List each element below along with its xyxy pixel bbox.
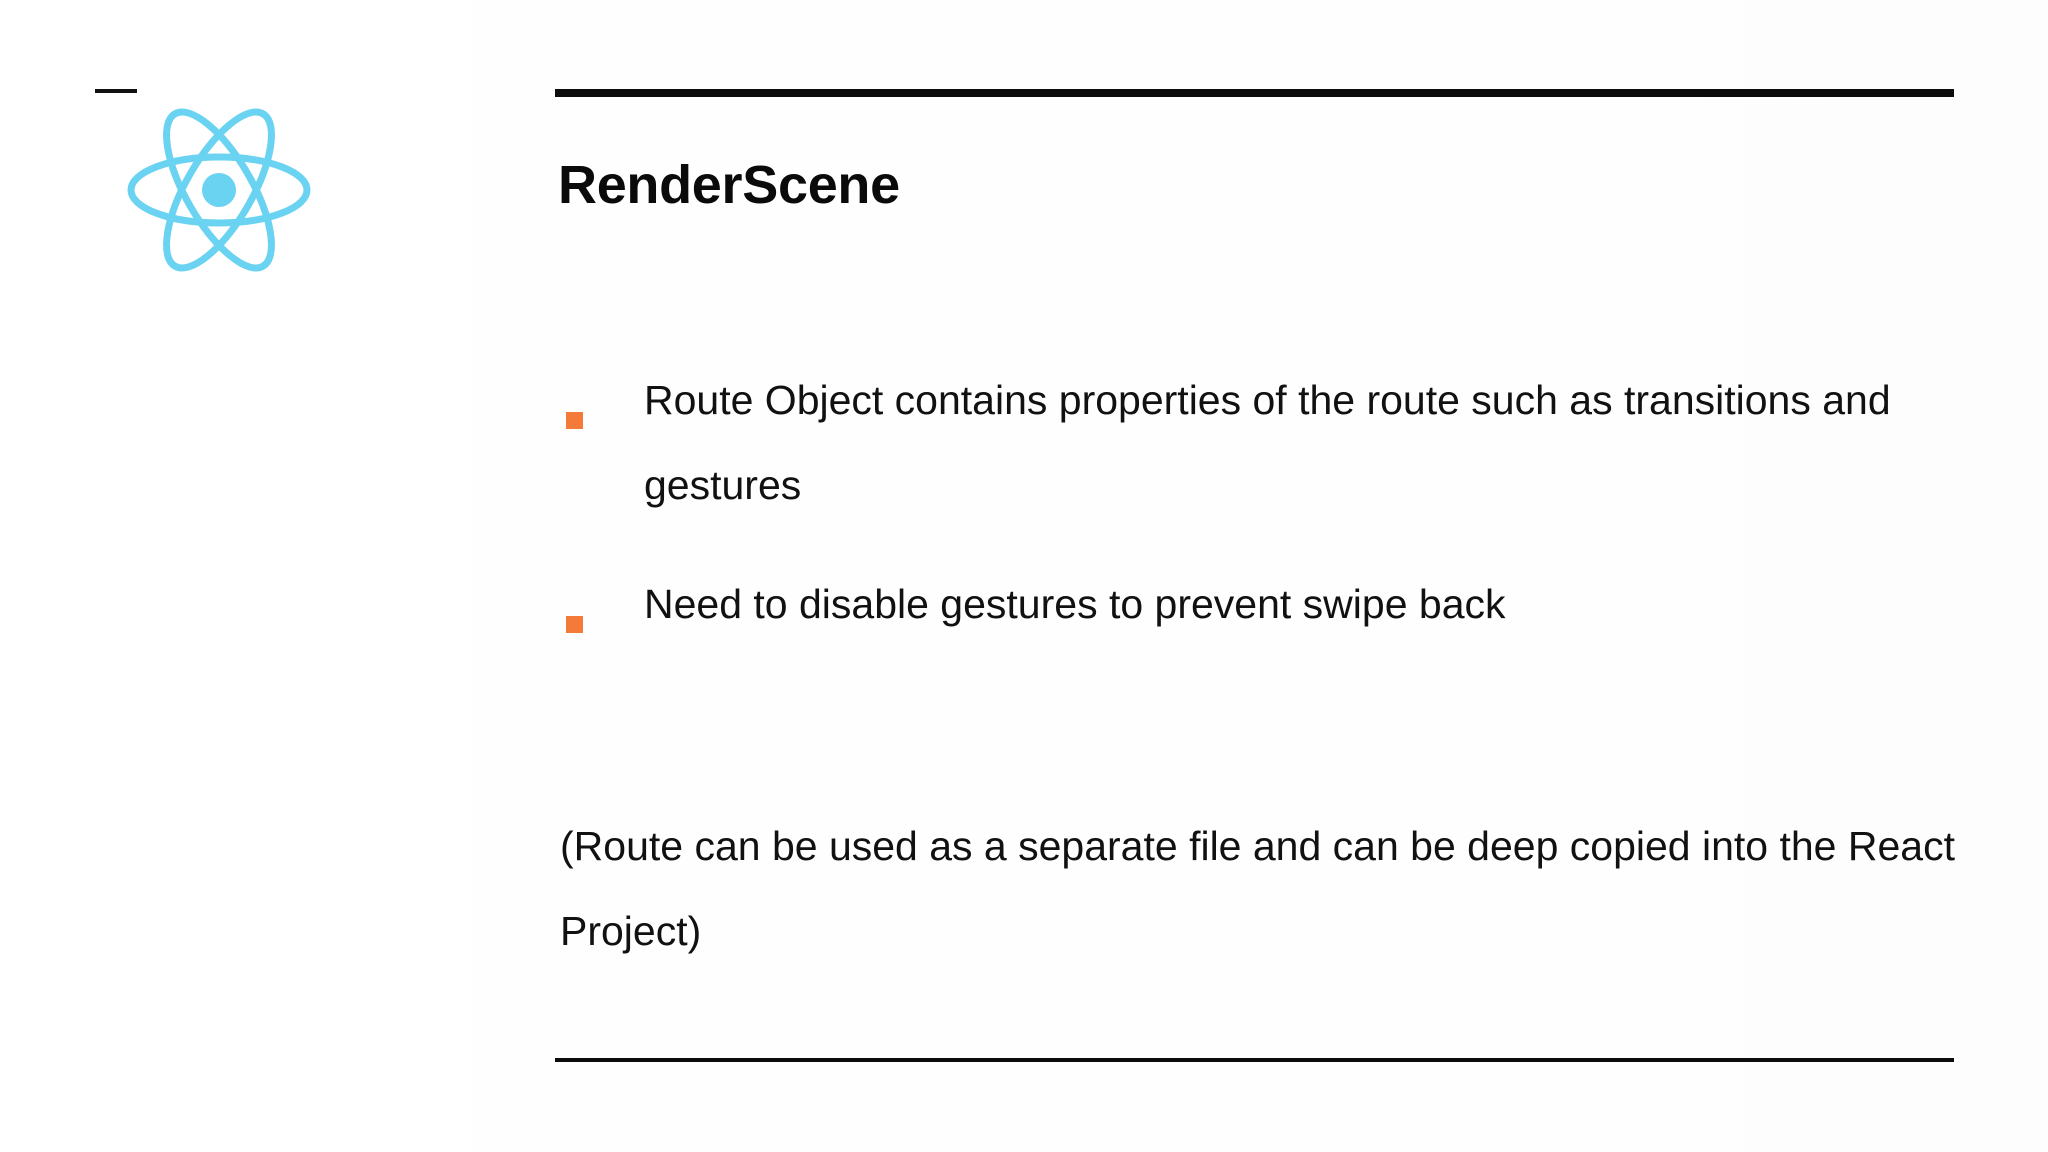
bottom-rule bbox=[555, 1058, 1954, 1062]
corner-dash bbox=[95, 89, 137, 93]
bullet-text: Route Object contains properties of the route such as transitions and gestures bbox=[644, 377, 1891, 508]
top-rule bbox=[555, 89, 1954, 97]
slide-note: (Route can be used as a separate file and can be deep copied into the React Project) bbox=[560, 823, 1955, 954]
bullet-list bbox=[566, 358, 1946, 647]
bullet-item bbox=[566, 358, 1946, 528]
bullet-item bbox=[566, 562, 1946, 647]
square-bullet-icon bbox=[566, 412, 583, 429]
square-bullet-icon bbox=[566, 616, 583, 633]
react-atom-icon bbox=[126, 105, 312, 275]
slide-title: RenderScene bbox=[558, 155, 900, 215]
bullet-text: Need to disable gestures to prevent swipe back bbox=[644, 581, 1506, 627]
